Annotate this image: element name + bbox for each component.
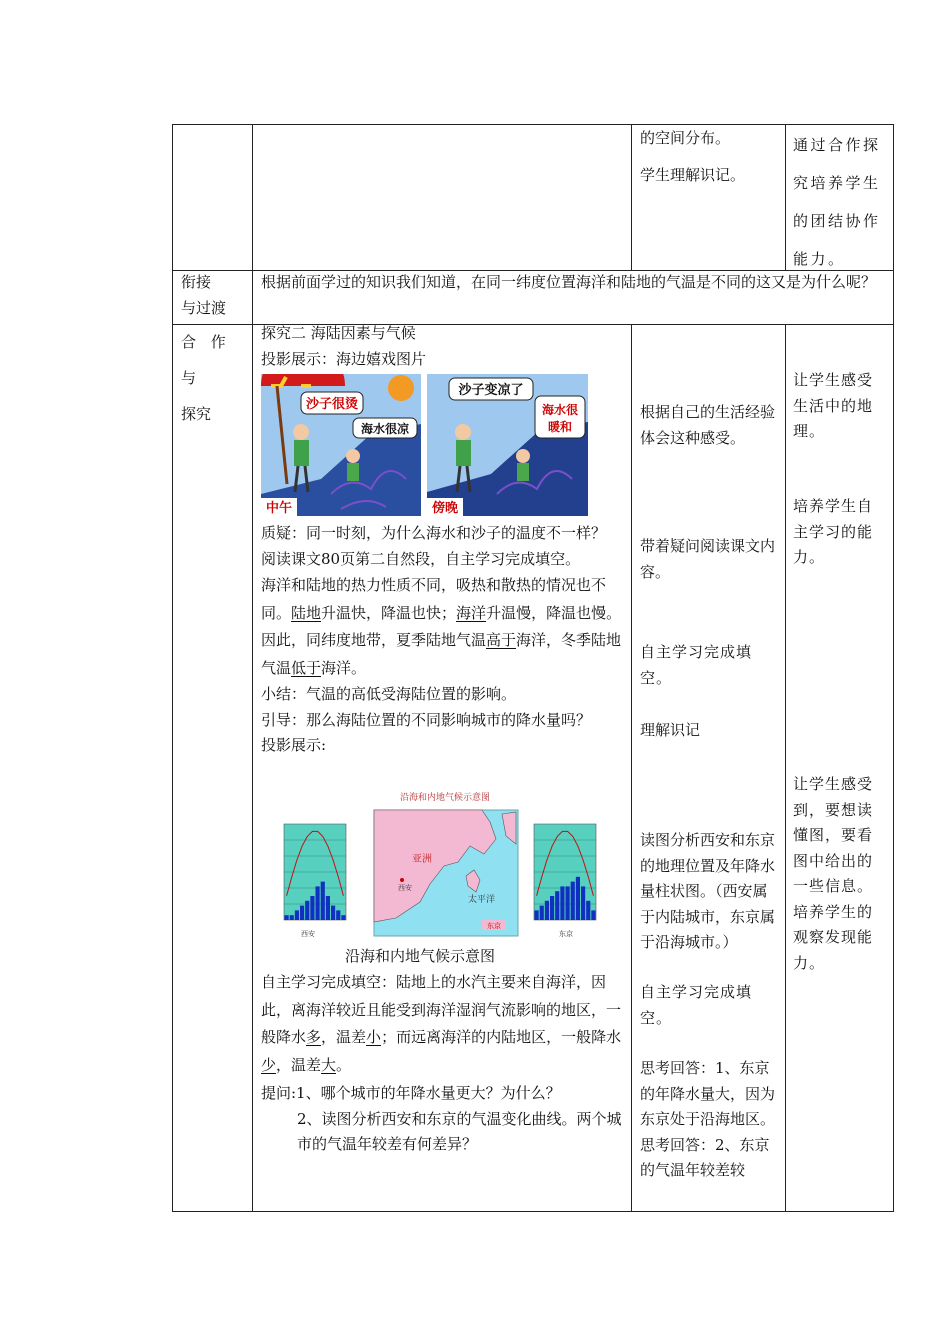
xian-chart-label: 西安 bbox=[301, 930, 315, 938]
row3-label-line: 探究 bbox=[181, 405, 212, 423]
row3-label bbox=[181, 324, 249, 432]
section-title: 探究二 海陆因素与气候 bbox=[261, 324, 416, 342]
row2-content bbox=[261, 270, 889, 296]
summary-text: 小结：气温的高低受海陆位置的影响。 bbox=[261, 685, 517, 703]
fill-in-paragraph-2 bbox=[261, 969, 627, 1079]
student-activity: 思考回答：1、东京的年降水量大，因为东京处于沿海地区。 bbox=[640, 1059, 776, 1128]
tokyo-precip-bar bbox=[571, 882, 575, 920]
reading-instruction: 阅读课文80页第二自然段，自主学习完成填空。 bbox=[261, 549, 581, 568]
tokyo-precip-bar bbox=[591, 910, 595, 920]
blank-answer: 多 bbox=[306, 1028, 322, 1046]
blank-answer: 海洋 bbox=[456, 603, 487, 622]
xian-precip-bar bbox=[336, 910, 340, 920]
blank-answer: 低于 bbox=[291, 658, 322, 677]
col-divider-3b bbox=[785, 324, 786, 1212]
fill-text: 海洋。 bbox=[321, 658, 367, 677]
row3-intent bbox=[793, 368, 887, 445]
tokyo-precip-bar bbox=[586, 901, 590, 920]
xian-precip-bar bbox=[300, 906, 304, 920]
left-bubble-text: 沙子很烫 bbox=[305, 397, 359, 412]
student-activity: 理解识记 bbox=[640, 721, 701, 739]
beach-cartoon-image bbox=[261, 374, 588, 516]
xian-precip-bar bbox=[321, 882, 325, 920]
fill-text: 海洋，冬季陆地气温 bbox=[261, 631, 622, 677]
map-caption-text: 沿海和内地气候示意图 bbox=[345, 947, 496, 965]
col-divider-1 bbox=[252, 124, 253, 1212]
student-activity: 读图分析西安和东京的地理位置及年降水量柱状图。（西安属于内陆城市，东京属于沿海城市。） bbox=[640, 831, 776, 951]
row1-activity bbox=[640, 126, 780, 188]
row2-label bbox=[181, 270, 249, 321]
xian-precip-bar bbox=[305, 901, 309, 920]
right-bubble2-text-2: 暖和 bbox=[547, 420, 573, 434]
fill-text: ，温差 bbox=[276, 1055, 322, 1074]
projection-note-2: 投影展示: bbox=[261, 736, 327, 754]
col-divider-3a bbox=[785, 124, 786, 270]
row3-teacher bbox=[261, 321, 627, 372]
tokyo-precip-bar bbox=[566, 886, 570, 920]
fill-text: 海洋和陆地的热力性质不同，吸热和散热的情况也不同。 bbox=[261, 576, 607, 622]
xian-precip-bar bbox=[341, 915, 345, 920]
xian-precip-bar bbox=[290, 915, 294, 920]
asia-label: 亚洲 bbox=[412, 854, 432, 865]
row2-content-text: 根据前面学过的知识我们知道，在同一纬度位置海洋和陆地的气温是不同的这又是为什么呢？ bbox=[261, 273, 877, 291]
left-bubble2-text: 海水很凉 bbox=[360, 422, 410, 436]
tokyo-precip-bar bbox=[555, 891, 559, 920]
fill-text: ；而远离海洋的内陆地区，一般降水 bbox=[381, 1028, 622, 1046]
question-1: 提问:1、哪个城市的年降水量更大？为什么？ bbox=[261, 1084, 561, 1102]
row3-label-line: 合 作 与 bbox=[181, 333, 231, 387]
right-bubble2-text: 海水很 bbox=[541, 403, 579, 417]
projection-note: 投影展示：海边嬉戏图片 bbox=[261, 349, 427, 368]
student-activity: 带着疑问阅读课文内容。 bbox=[640, 537, 776, 581]
student-activity: 思考回答：2、东京的气温年较差较 bbox=[640, 1135, 770, 1179]
right-bubble-text: 沙子变凉了 bbox=[458, 383, 524, 398]
col-divider-2a bbox=[631, 124, 632, 270]
row3-intent bbox=[793, 772, 887, 976]
blank-answer: 高于 bbox=[486, 631, 517, 649]
row1-intent-text: 通过合作探究培养学生的团结协作能力。 bbox=[793, 136, 881, 268]
fill-text: 升温慢，降温也慢。因此，同纬度地带，夏季陆地气温 bbox=[261, 603, 622, 649]
row3-intent bbox=[793, 494, 887, 571]
student-activity: 自主学习完成填空。 bbox=[640, 983, 753, 1027]
intent-text: 培养学生自主学习的能力。 bbox=[793, 497, 874, 566]
tokyo-marker: 东京 bbox=[487, 922, 501, 930]
col-divider-2b bbox=[631, 324, 632, 1212]
row3-student bbox=[640, 1056, 780, 1184]
row3-student bbox=[640, 534, 780, 585]
tokyo-precip-bar bbox=[545, 901, 549, 920]
question-text: 质疑：同一时刻，为什么海水和沙子的温度不一样？ bbox=[261, 524, 607, 542]
student-activity: 自主学习完成填空。 bbox=[640, 643, 753, 687]
climate-map-figure bbox=[270, 784, 620, 942]
xian-precip-bar bbox=[295, 910, 299, 920]
blank-answer: 小 bbox=[366, 1028, 382, 1046]
xian-precip-bar bbox=[285, 915, 289, 920]
tokyo-precip-bar bbox=[560, 886, 564, 920]
xian-precip-bar bbox=[331, 906, 335, 920]
row1-intent bbox=[793, 126, 887, 278]
row3-student bbox=[640, 640, 780, 691]
row3-teacher-tail bbox=[261, 969, 627, 1158]
row3-student bbox=[640, 718, 780, 744]
noon-tag: 中午 bbox=[265, 501, 293, 516]
xian-precip-bar bbox=[326, 896, 330, 920]
tokyo-precip-bar bbox=[550, 896, 554, 920]
pacific-label: 太平洋 bbox=[468, 895, 496, 905]
fill-in-paragraph-1 bbox=[261, 572, 627, 682]
student-activity: 根据自己的生活经验体会这种感受。 bbox=[640, 403, 776, 447]
tokyo-chart-label: 东京 bbox=[559, 930, 573, 938]
xian-precip-bar bbox=[310, 896, 314, 920]
fill-text: 升温快，降温也快； bbox=[321, 603, 457, 622]
table-border-right bbox=[893, 124, 894, 1212]
table-border-left bbox=[172, 124, 173, 1212]
question-2: 2、读图分析西安和东京的气温变化曲线。两个城市的气温年较差有何差异？ bbox=[297, 1109, 622, 1153]
map-title: 沿海和内地气候示意图 bbox=[399, 793, 491, 803]
row2-label-line: 与过渡 bbox=[181, 298, 227, 317]
fill-text: 。 bbox=[336, 1055, 352, 1074]
row3-student bbox=[640, 980, 780, 1031]
row2-label-line: 衔接 bbox=[181, 273, 212, 291]
blank-answer: 陆地 bbox=[291, 603, 322, 622]
row3-student bbox=[640, 400, 780, 451]
row3-teacher-body bbox=[261, 521, 627, 759]
tokyo-precip-bar bbox=[540, 906, 544, 920]
intent-text: 让学生感受到，要想读懂图，要看图中给出的一些信息。培养学生的观察发现能力。 bbox=[793, 775, 874, 972]
evening-tag: 傍晚 bbox=[431, 501, 459, 516]
xian-precip-bar bbox=[316, 886, 320, 920]
row1-activity-line: 的空间分布。 bbox=[640, 129, 731, 147]
tokyo-precip-bar bbox=[576, 877, 580, 920]
guide-text: 引导：那么海陆位置的不同影响城市的降水量吗？ bbox=[261, 710, 592, 729]
tokyo-precip-bar bbox=[581, 886, 585, 920]
row3-student bbox=[640, 828, 780, 956]
xian-marker: 西安 bbox=[398, 884, 412, 892]
lesson-table bbox=[172, 124, 894, 1212]
fill-text: 自主学习完成填空：陆地上的水汽主要来自海洋，因此，离海洋较近且能受到海洋湿润气流影响的地区，一般降水 bbox=[261, 973, 622, 1046]
row1-activity-line: 学生理解识记。 bbox=[640, 165, 746, 184]
tokyo-precip-bar bbox=[535, 910, 539, 920]
fill-text: ，温差 bbox=[321, 1028, 367, 1046]
map-caption bbox=[345, 944, 625, 970]
blank-answer: 大 bbox=[321, 1055, 337, 1074]
intent-text: 让学生感受生活中的地理。 bbox=[793, 371, 874, 440]
blank-answer: 少 bbox=[261, 1055, 277, 1074]
